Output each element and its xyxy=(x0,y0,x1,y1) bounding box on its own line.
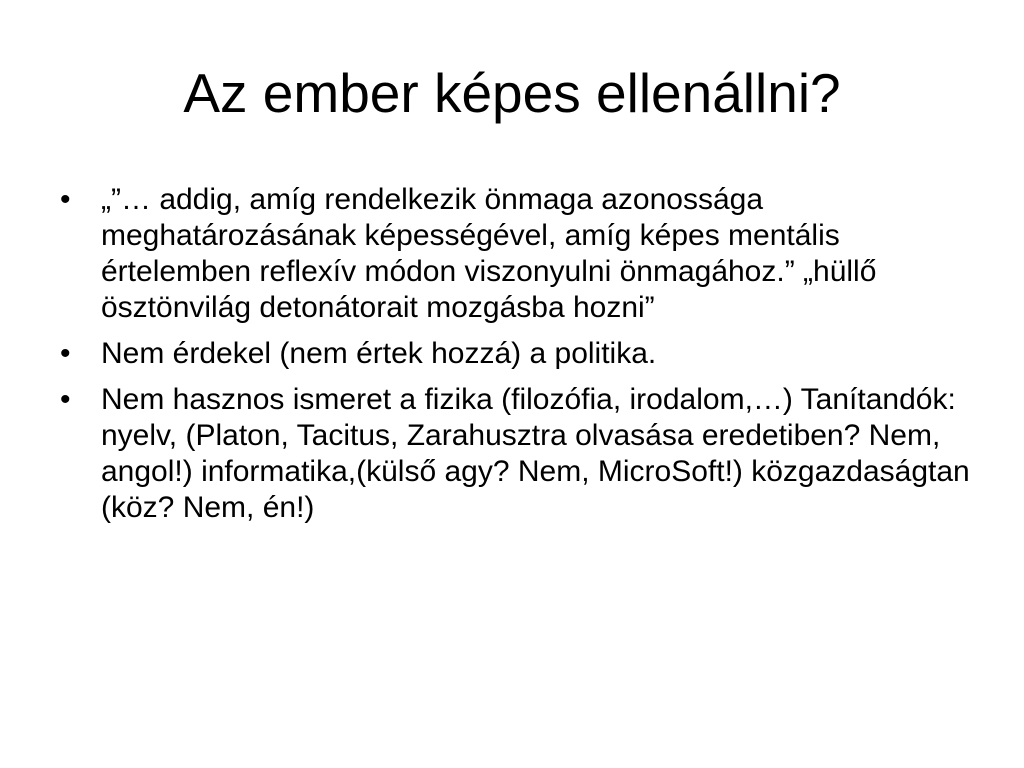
bullet-text: Nem érdekel (nem értek hozzá) a politika. xyxy=(101,337,657,370)
bullet-marker-icon: • xyxy=(60,183,71,216)
bullet-marker-icon: • xyxy=(60,383,71,416)
bullet-text: „”… addig, amíg rendelkezik önmaga azonossága meghatározásának képességével, amíg képes mentális értelemben reflexív módon viszonyulni önmagához.” „hüllő ösztönvilág detonátorait mozgásba hozni” xyxy=(101,183,877,324)
bullet-item-1 xyxy=(60,182,980,326)
bullet-list xyxy=(60,182,980,536)
bullet-text: Nem hasznos ismeret a fizika (filozófia, irodalom,…) Tanítandók: nyelv, (Platon, Tacitus, Zarahusztra olvasása eredetiben? Nem, angol!) informatika,(külső agy? Nem, MicroSoft!) közgazdaságtan (köz? Nem, én!) xyxy=(101,383,970,524)
bullet-item-2 xyxy=(60,336,980,372)
slide-title: Az ember képes ellenállni? xyxy=(183,62,841,124)
bullet-marker-icon: • xyxy=(60,337,71,370)
bullet-item-3 xyxy=(60,382,980,526)
